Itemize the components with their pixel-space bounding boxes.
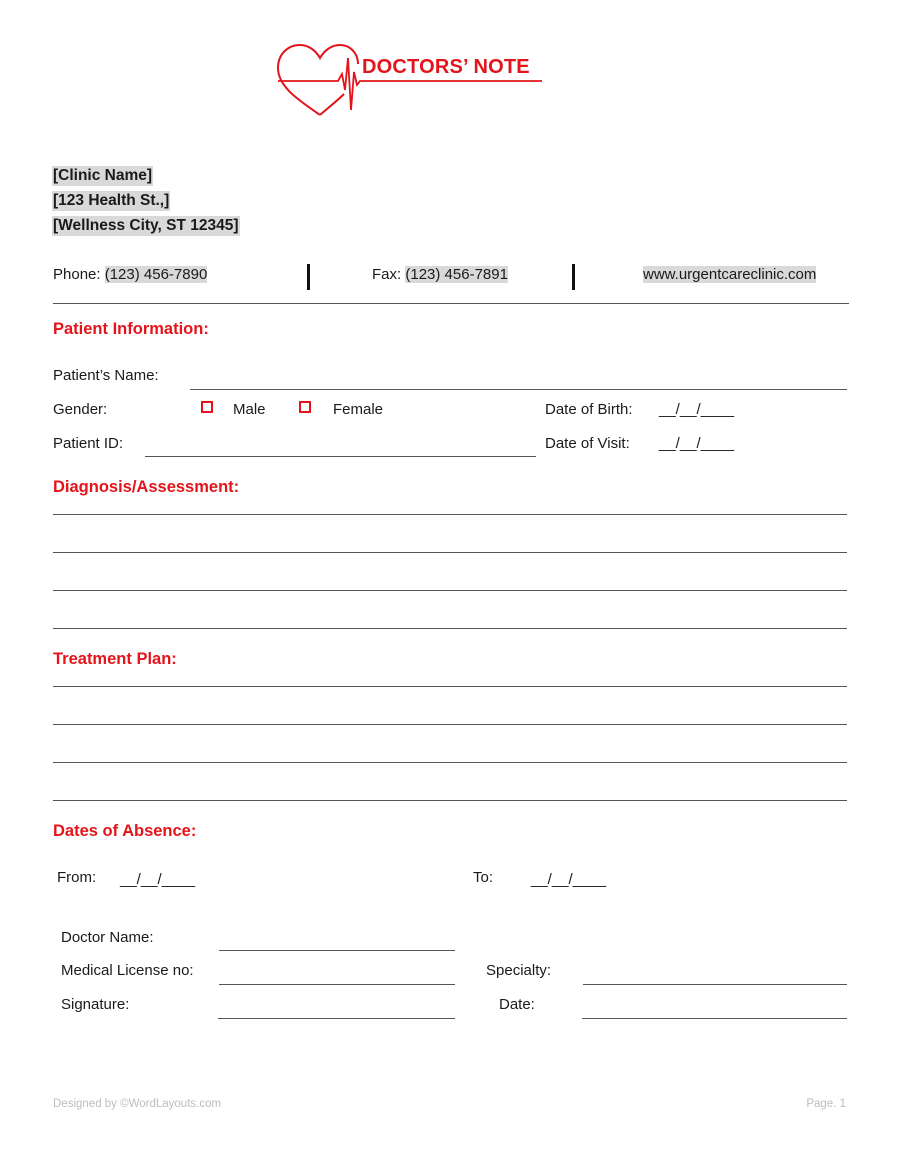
signature-field[interactable] [218,1018,455,1019]
absence-title: Dates of Absence: [53,822,197,840]
patient-id-label: Patient ID: [53,435,124,452]
treatment-line[interactable] [53,762,847,763]
separator [307,264,310,290]
license-label: Medical License no: [61,962,194,979]
specialty-field[interactable] [583,984,847,985]
diagnosis-title: Diagnosis/Assessment: [53,478,240,496]
phone-row [53,266,207,283]
diagnosis-line[interactable] [53,552,847,553]
from-date-field[interactable]: __/__/____ [120,871,196,888]
to-date-field[interactable]: __/__/____ [531,871,607,888]
fax-label: Fax: [372,266,402,283]
treatment-line[interactable] [53,724,847,725]
doctor-name-field[interactable] [219,950,455,951]
fax-row [372,266,508,283]
clinic-name: [Clinic Name] [53,167,153,184]
dob-field[interactable]: __/__/____ [659,401,735,418]
phone-label: Phone: [53,266,101,283]
diagnosis-line[interactable] [53,590,847,591]
gender-label: Gender: [53,401,108,418]
dob-label: Date of Birth: [545,401,633,418]
website: www.urgentcareclinic.com [643,266,817,283]
patient-id-field[interactable] [145,456,536,457]
separator [572,264,575,290]
treatment-title: Treatment Plan: [53,650,177,668]
patient-name-label: Patient’s Name: [53,367,159,384]
footer-credit: Designed by ©WordLayouts.com [53,1098,222,1110]
diagnosis-line[interactable] [53,628,847,629]
license-field[interactable] [219,984,455,985]
date-label: Date: [499,996,535,1013]
signature-label: Signature: [61,996,130,1013]
logo [272,40,552,120]
female-checkbox[interactable] [299,401,311,413]
visit-date-field[interactable]: __/__/____ [659,435,735,452]
patient-info-title: Patient Information: [53,320,209,338]
fax-value: (123) 456-7891 [405,266,508,283]
female-label: Female [333,401,384,418]
specialty-label: Specialty: [486,962,552,979]
phone-value: (123) 456-7890 [104,266,208,283]
male-checkbox[interactable] [201,401,213,413]
page-number: Page. 1 [806,1098,846,1110]
clinic-street: [123 Health St.,] [53,192,170,209]
to-label: To: [473,869,494,886]
date-field[interactable] [582,1018,847,1019]
from-label: From: [57,869,97,886]
clinic-city: [Wellness City, ST 12345] [53,217,239,234]
visit-date-label: Date of Visit: [545,435,630,452]
document-title: DOCTORS’ NOTE [362,56,530,78]
patient-name-field[interactable] [190,389,847,390]
male-label: Male [233,401,266,418]
diagnosis-line[interactable] [53,514,847,515]
doctor-name-label: Doctor Name: [61,929,154,946]
heart-heartbeat-icon [272,40,552,120]
header-divider [53,303,849,304]
treatment-line[interactable] [53,800,847,801]
treatment-line[interactable] [53,686,847,687]
